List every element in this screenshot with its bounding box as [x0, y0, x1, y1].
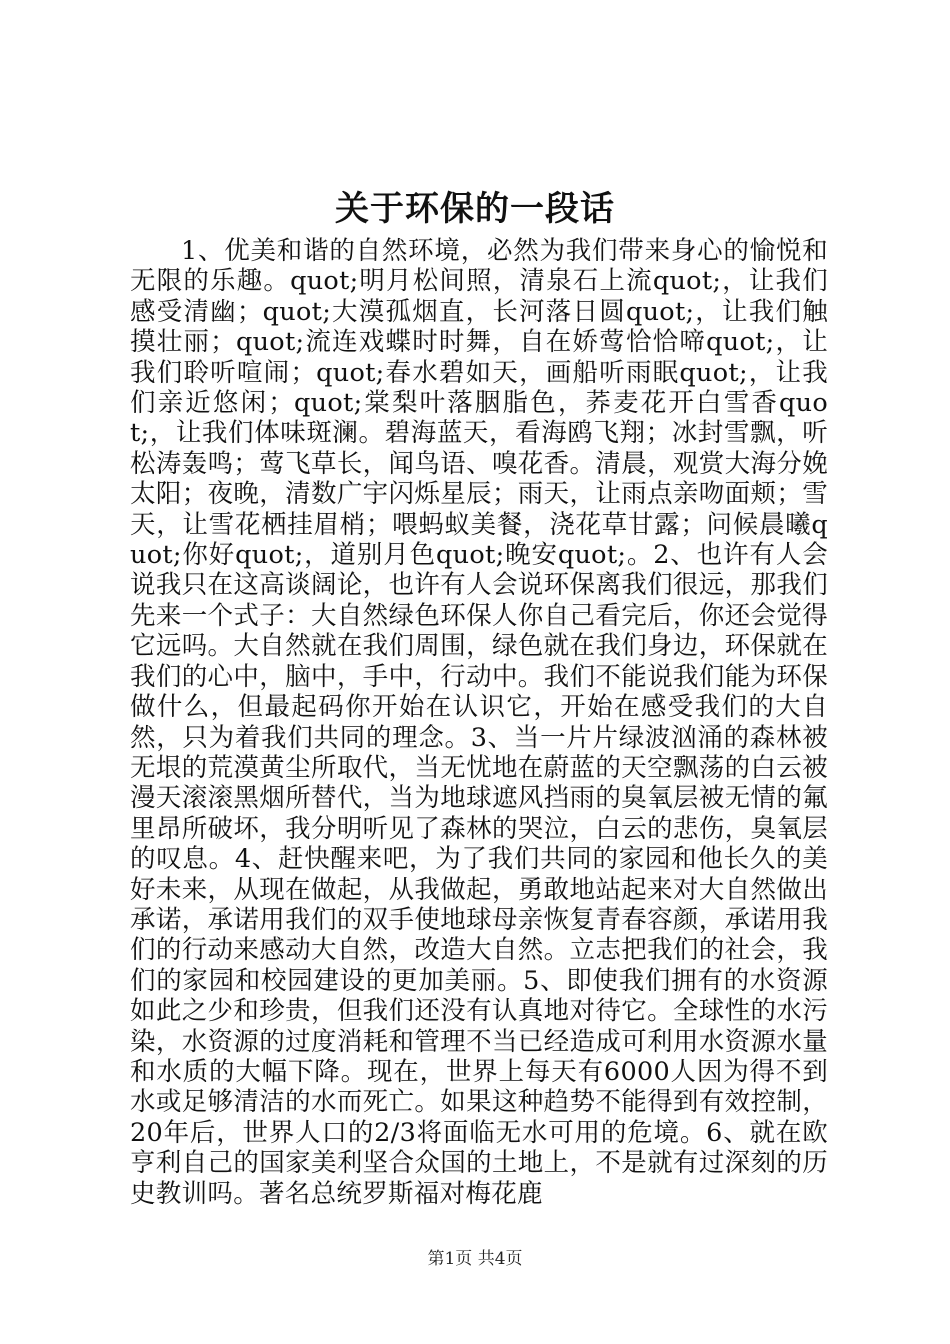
document-body: 1、优美和谐的自然环境，必然为我们带来身心的愉悦和无限的乐趣。quot;明月松间照，清泉石上流quot;，让我们感受清幽；quot;大漠孤烟直，长河落日圆quot;，让我们触摸壮丽；quot;流连戏蝶时时舞，自在娇莺恰恰啼quot;，让我们聆听喧闹；quot;春水碧如天，画船听雨眠quot;，让我们亲近悠闲；quot;棠梨叶落胭脂色，荞麦花开白雪香quot;，让我们体味斑澜。碧海蓝天，看海鸥飞翔；冰封雪飘，听松涛轰鸣；莺飞草长，闻鸟语、嗅花香。清晨，观赏大海分娩太阳；夜晚，清数广宇闪烁星辰；雨天，让雨点亲吻面颊；雪天，让雪花栖挂眉梢；喂蚂蚁美餐，浇花草甘露；问候晨曦quot;你好quot;，道别月色quot;晚安quot;。2、也许有人会说我只在这高谈阔论，也许有人会说环保离我们很远，那我们先来一个式子：大自然绿色环保人你自己看完后，你还会觉得它远吗。大自然就在我们周围，绿色就在我们身边，环保就在我们的心中，脑中，手中，行动中。我们不能说我们能为环保做什么，但最起码你开始在认识它，开始在感受我们的大自然，只为着我们共同的理念。3、当一片片绿波汹涌的森林被无垠的荒漠黄尘所取代，当无忧地在蔚蓝的天空飘荡的白云被漫天滚滚黑烟所替代，当为地球遮风挡雨的臭氧层被无情的氟里昂所破坏，我分明听见了森林的哭泣，白云的悲伤，臭氧层的叹息。4、赶快醒来吧，为了我们共同的家园和他长久的美好未来，从现在做起，从我做起，勇敢地站起来对大自然做出承诺，承诺用我们的双手使地球母亲恢复青春容颜，承诺用我们的行动来感动大自然，改造大自然。立志把我们的社会，我们的家园和校园建设的更加美丽。5、即使我们拥有的水资源如此之少和珍贵，但我们还没有认真地对待它。全球性的水污染，水资源的过度消耗和管理不当已经造成可利用水资源水量和水质的大幅下降。现在，世界上每天有6000人因为得不到水或足够清洁的水而死亡。如果这种趋势不能得到有效控制，20年后，世界人口的2/3将面临无水可用的危境。6、就在欧亨利自己的国家美利坚合众国的土地上，不是就有过深刻的历史教训吗。著名总统罗斯福对梅花鹿: [130, 236, 828, 1209]
document-title: 关于环保的一段话: [335, 189, 615, 229]
page-footer: 第1页 共4页: [427, 1249, 523, 1269]
